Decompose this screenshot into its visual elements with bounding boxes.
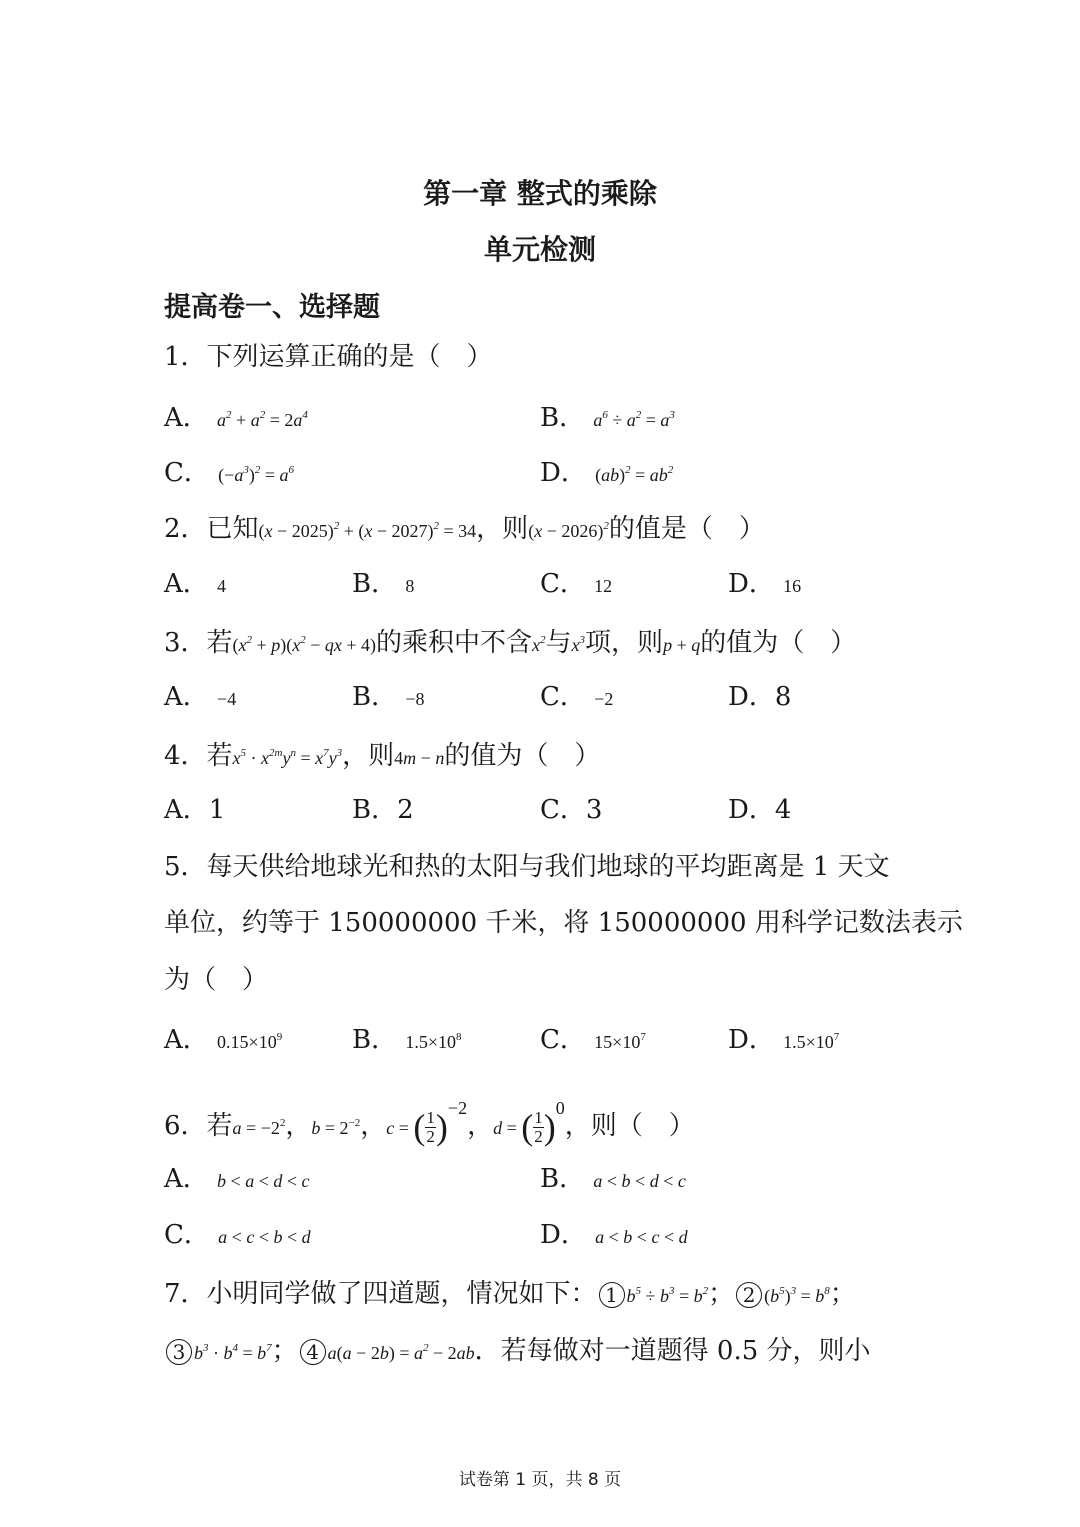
question-1: 1．下列运算正确的是（ ） (164, 342, 493, 372)
page-footer: 试卷第 1 页，共 8 页 (458, 1470, 622, 1490)
q1-option-a: A． $a^2 + a^2 = 2a^4$ (164, 403, 308, 433)
question-6: 6．若$a = -2^2$，$b = 2^{-2}$，c = ( $\frac{1}{2}$ )$^{-2}$，d = ( $\frac{1}{2}$ )$^0$，则（ ） (164, 1098, 695, 1147)
q1-option-b: B． $a^6 \div a^2 = a^3$ (540, 403, 675, 433)
page-subtitle: 单元检测 (483, 233, 596, 266)
q4-option-c: C．3 (540, 795, 603, 825)
q4-option-d: D．4 (728, 795, 792, 825)
q6-option-d: D． a < b < c < d (540, 1220, 688, 1250)
page-title: 第一章 整式的乘除 (423, 177, 657, 210)
option-label: C． (164, 458, 210, 488)
q2-option-d: D． 16 (728, 569, 802, 599)
q3-option-a: A． −4 (164, 682, 237, 712)
question-2: 2．已知$(x - 2025)^2 + (x - 2027)^2 = 34$，则$(x - 2026)^2$的值是（ ） (164, 514, 765, 544)
q5-option-d: D． $1.5\times 10^7$ (728, 1025, 840, 1055)
q3-option-d: D．8 (728, 682, 792, 712)
q6-option-b: B． a < b < d < c (540, 1164, 686, 1194)
circled-2: 2 (736, 1282, 762, 1308)
question-3: 3．若$(x^2 + p)(x^2$ − qx + 4)的乘积中不含$x^2$与$x^3$项，则p + q的值为（ ） (164, 628, 857, 658)
option-label: B． (540, 403, 586, 433)
q4-option-b: B．2 (352, 795, 414, 825)
question-5-line-2: 单位，约等于 150000000 千米，将 150000000 用科学记数法表示 (164, 908, 963, 938)
question-5-line-3: 为（ ） (164, 965, 269, 995)
q4-option-a: A．1 (164, 795, 226, 825)
circled-1: 1 (599, 1282, 625, 1308)
option-label: D． (540, 458, 587, 488)
option-label: A． (164, 403, 209, 433)
q1-option-c: C． $(-a^3)^2 = a^6$ (164, 458, 294, 488)
question-7-line-2: 3 $b^3 \cdot b^4 = b^7$； 4 $a(a - 2b) = a^2 - 2ab$．若每做对一道题得 0.5 分，则小 (164, 1334, 871, 1367)
q3-option-c: C． −2 (540, 682, 614, 712)
section-heading: 提高卷一、选择题 (164, 292, 380, 323)
q3-option-b: B． −8 (352, 682, 425, 712)
q5-option-c: C． $15\times 10^7$ (540, 1025, 646, 1055)
q5-option-b: B． $1.5\times 10^8$ (352, 1025, 462, 1055)
q1-option-d: D． $(ab)^2 = ab^2$ (540, 458, 674, 488)
question-5-line-1: 5．每天供给地球光和热的太阳与我们地球的平均距离是 1 天文 (164, 852, 890, 882)
question-7-line-1: 7．小明同学做了四道题，情况如下： 1 $b^5 \div b^3 = b^2$； 2 $(b^5)^3 = b^8$； (164, 1279, 856, 1309)
circled-4: 4 (300, 1339, 326, 1365)
q2-option-c: C． 12 (540, 569, 613, 599)
q2-option-b: B． 8 (352, 569, 415, 599)
q6-option-c: C． a < c < b < d (164, 1220, 311, 1250)
circled-3: 3 (166, 1339, 192, 1365)
question-4: 4．若$x^5 \cdot x^{2m}y^n = x^7y^3$，则4m − n的值为（ ） (164, 741, 601, 771)
q6-option-a: A． b < a < d < c (164, 1164, 310, 1194)
q2-option-a: A． 4 (164, 569, 227, 599)
q5-option-a: A． $0.15\times 10^9$ (164, 1025, 283, 1055)
